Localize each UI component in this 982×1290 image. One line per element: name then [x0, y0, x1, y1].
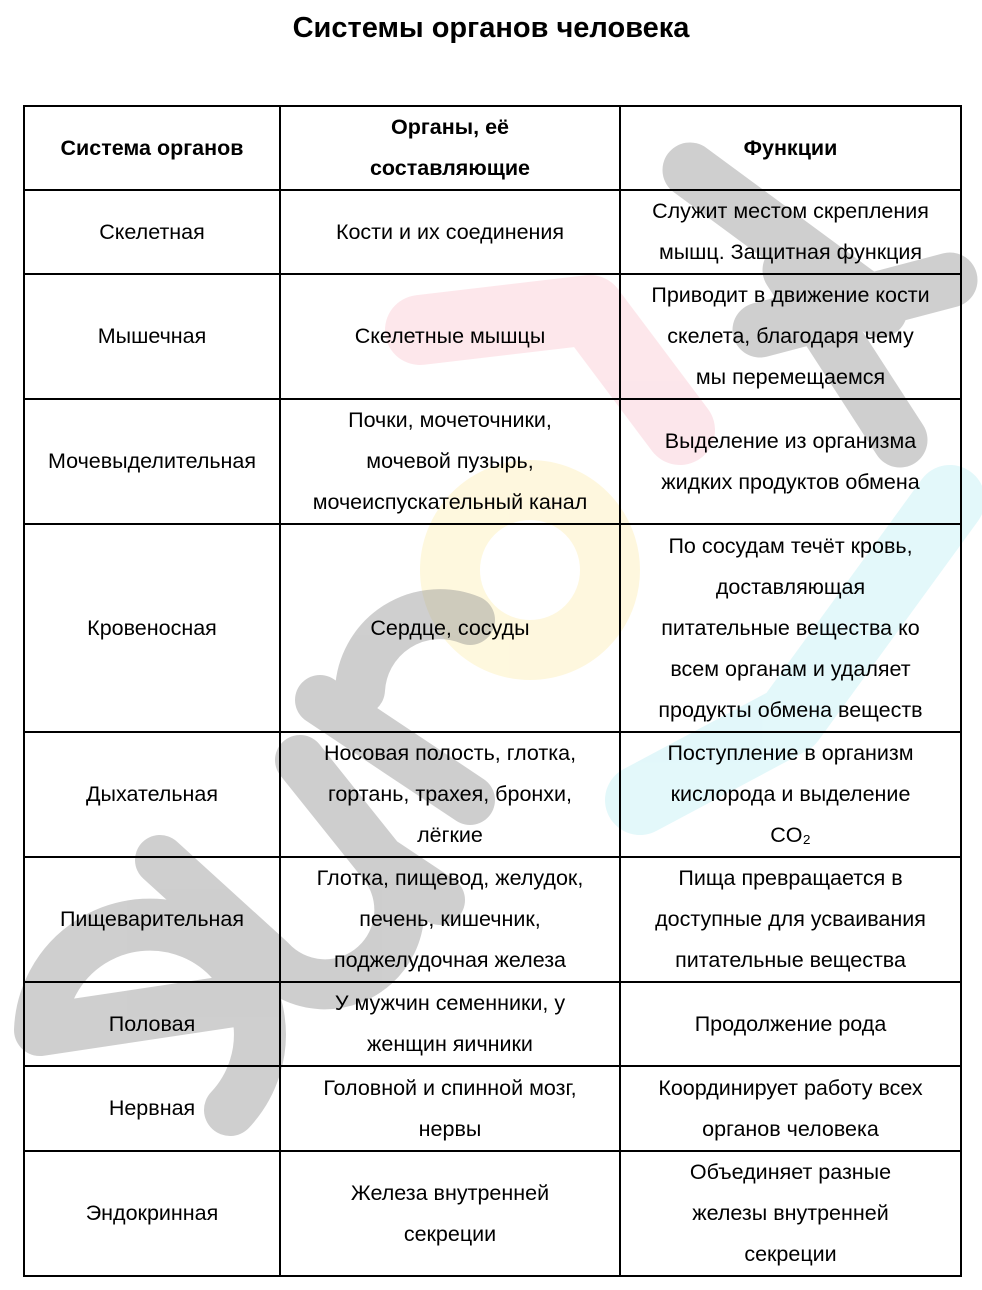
cell-system: Дыхательная [24, 732, 280, 857]
table-row [24, 399, 961, 524]
cell-functions: Пища превращается в доступные для усваивания питательные вещества [620, 857, 961, 982]
table-row [24, 524, 961, 732]
cell-system: Скелетная [24, 190, 280, 274]
header-organs: Органы, её составляющие [280, 106, 620, 190]
cell-functions: Выделение из организма жидких продуктов обмена [620, 399, 961, 524]
header-system: Система органов [24, 106, 280, 190]
cell-organs: У мужчин семенники, у женщин яичники [280, 982, 620, 1066]
table-header-row [24, 106, 961, 190]
cell-system: Эндокринная [24, 1151, 280, 1276]
cell-organs: Почки, мочеточники, мочевой пузырь, мочеиспускательный канал [280, 399, 620, 524]
table-row [24, 274, 961, 399]
cell-functions: Объединяет разные железы внутренней секреции [620, 1151, 961, 1276]
cell-functions: Поступление в организм кислорода и выделение CO₂ [620, 732, 961, 857]
table-row [24, 732, 961, 857]
cell-system: Мышечная [24, 274, 280, 399]
table-row [24, 982, 961, 1066]
cell-organs: Скелетные мышцы [280, 274, 620, 399]
table-row [24, 1066, 961, 1151]
cell-organs: Головной и спинной мозг, нервы [280, 1066, 620, 1151]
table-row [24, 1151, 961, 1276]
cell-organs: Глотка, пищевод, желудок, печень, кишечник, поджелудочная железа [280, 857, 620, 982]
organ-systems-table [23, 105, 962, 1277]
cell-organs: Железа внутренней секреции [280, 1151, 620, 1276]
cell-functions: Служит местом скрепления мышц. Защитная функция [620, 190, 961, 274]
cell-organs: Кости и их соединения [280, 190, 620, 274]
cell-organs: Носовая полость, глотка, гортань, трахея, бронхи, лёгкие [280, 732, 620, 857]
cell-organs: Сердце, сосуды [280, 524, 620, 732]
header-functions: Функции [620, 106, 961, 190]
table-row [24, 190, 961, 274]
cell-functions: Приводит в движение кости скелета, благодаря чему мы перемещаемся [620, 274, 961, 399]
table-row [24, 857, 961, 982]
cell-functions: По сосудам течёт кровь, доставляющая питательные вещества ко всем органам и удаляет продукты обмена веществ [620, 524, 961, 732]
cell-system: Нервная [24, 1066, 280, 1151]
cell-system: Пищеварительная [24, 857, 280, 982]
cell-functions: Продолжение рода [620, 982, 961, 1066]
cell-system: Кровеносная [24, 524, 280, 732]
cell-functions: Координирует работу всех органов человека [620, 1066, 961, 1151]
cell-system: Половая [24, 982, 280, 1066]
page-title: Системы органов человека [292, 12, 690, 44]
cell-system: Мочевыделительная [24, 399, 280, 524]
